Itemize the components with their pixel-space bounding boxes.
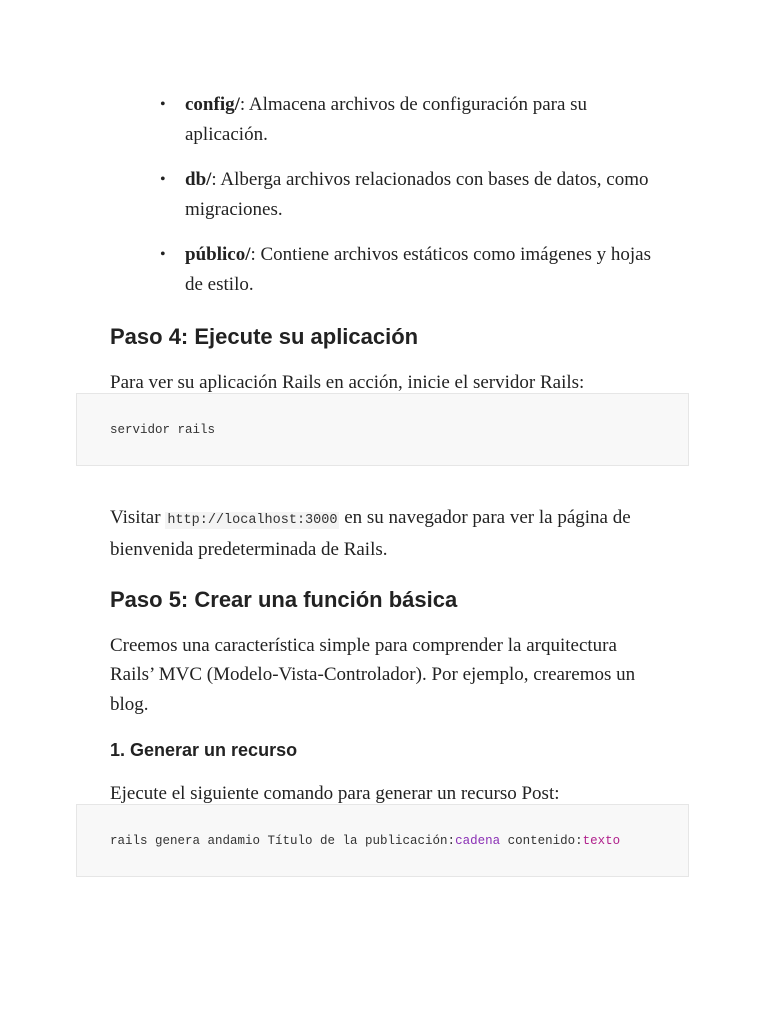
list-item-text: : Alberga archivos relacionados con bases de datos, como migraciones. (185, 169, 649, 220)
code-block-scaffold[interactable] (76, 804, 689, 877)
list-item-term: público/ (185, 244, 251, 265)
code-text: contenido: (500, 834, 583, 848)
visit-text-before: Visitar (110, 507, 166, 528)
bullet-icon: • (160, 171, 166, 188)
code-type-token: cadena (455, 834, 501, 848)
step4-visit-paragraph (110, 503, 670, 565)
code-text: rails genera andamio Título de la publicación: (110, 834, 456, 848)
code-type-token: texto (582, 834, 621, 848)
step5-subheading: 1. Generar un recurso (110, 740, 298, 760)
list-item-text: : Almacena archivos de configuración para su aplicación. (185, 94, 588, 145)
bullet-icon: • (160, 96, 166, 113)
visit-text-after: en su navegador para ver la página de bienvenida predeterminada de Rails. (110, 507, 631, 561)
code-block-server[interactable]: servidor rails (76, 393, 689, 466)
list-item (0, 165, 665, 224)
list-item-text: : Contiene archivos estáticos como imágenes y hojas de estilo. (185, 244, 651, 295)
localhost-url-code: http://localhost:3000 (167, 513, 338, 528)
list-item-term: db/ (185, 169, 212, 190)
step5-sub-intro: Ejecute el siguiente comando para generar un recurso Post: (110, 783, 560, 804)
list-item (0, 240, 665, 299)
step5-intro: Creemos una característica simple para comprender la arquitectura Rails’ MVC (Modelo-Vista-Controlador). Por ejemplo, crearemos un blog. (110, 635, 636, 715)
directory-list (0, 90, 768, 315)
step4-intro: Para ver su aplicación Rails en acción, inicie el servidor Rails: (110, 372, 585, 393)
list-item (0, 90, 665, 149)
list-item-term: config/ (185, 94, 240, 115)
bullet-icon: • (160, 246, 166, 263)
step4-heading: Paso 4: Ejecute su aplicación (110, 324, 419, 349)
step5-heading: Paso 5: Crear una función básica (110, 587, 458, 612)
